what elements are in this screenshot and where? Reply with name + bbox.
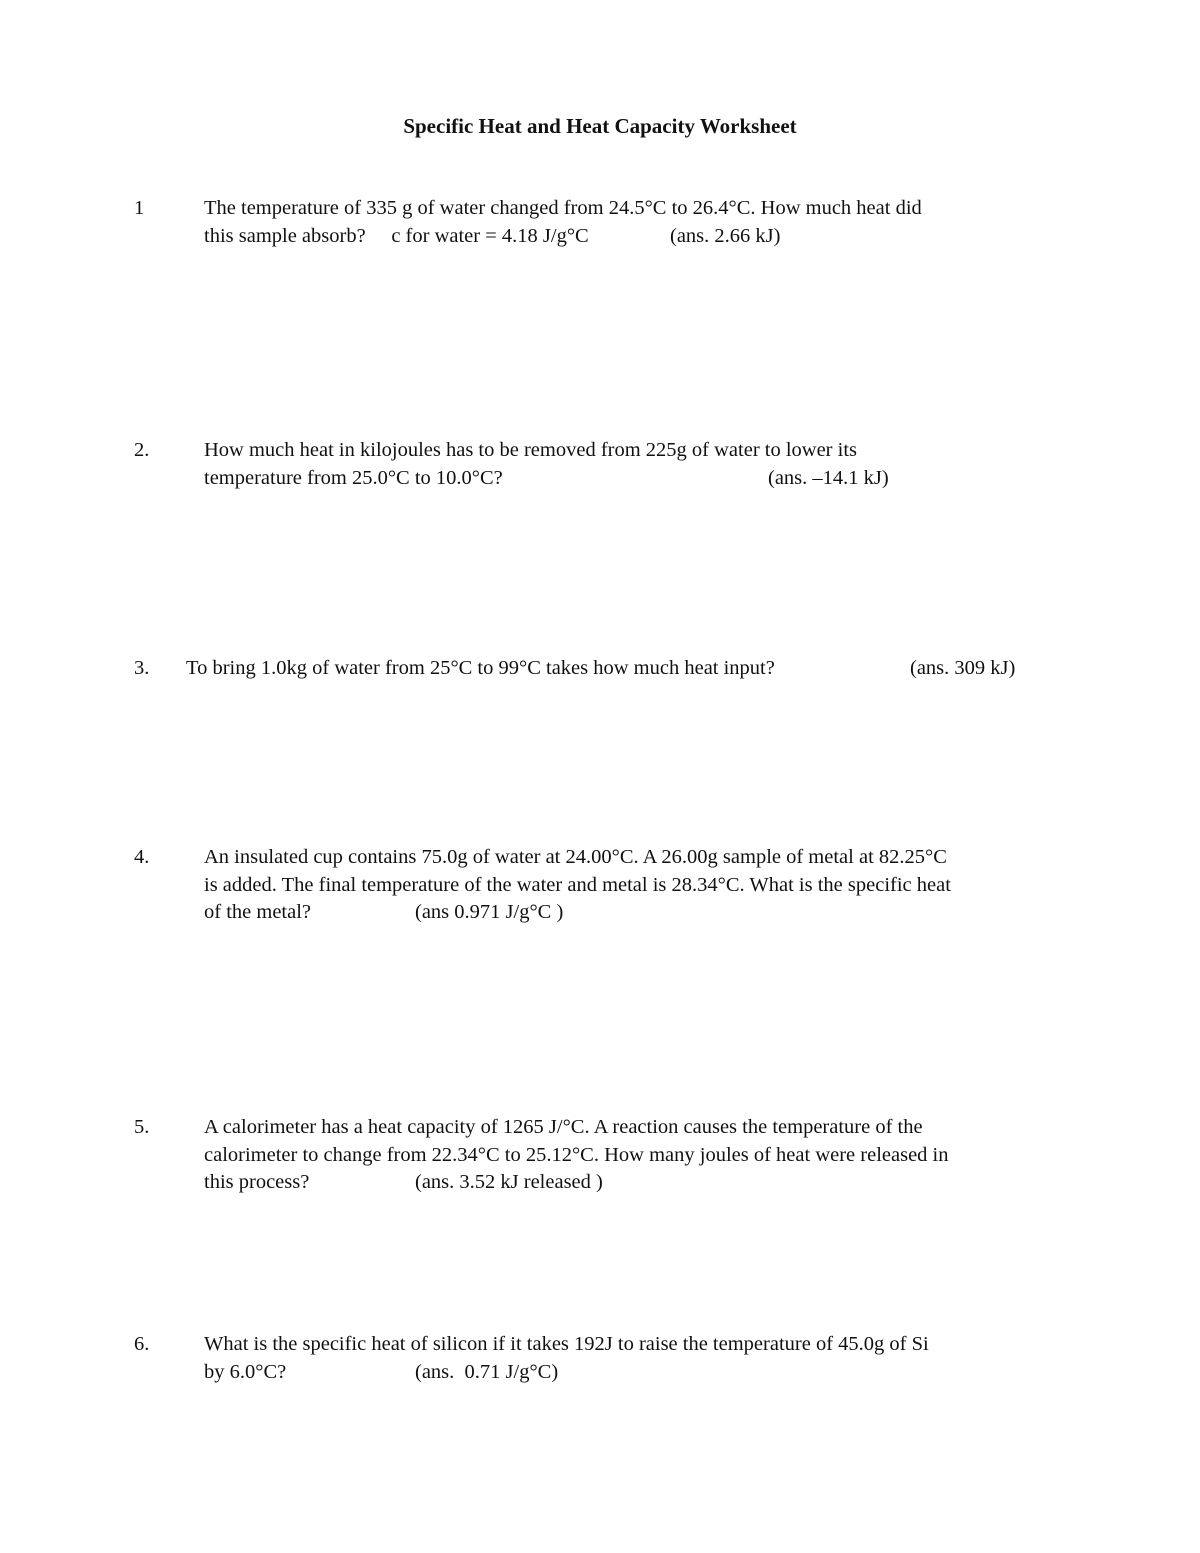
question-line: A calorimeter has a heat capacity of 1265 J/°C. A reaction causes the temperature of the [204, 1116, 923, 1138]
question-number: 1 [134, 197, 145, 219]
answer-text: (ans. 3.52 kJ released ) [415, 1171, 603, 1193]
worksheet-title: Specific Heat and Heat Capacity Worksheet [403, 114, 797, 138]
answer-text: (ans. 2.66 kJ) [670, 224, 781, 247]
question-line: is added. The final temperature of the water and metal is 28.34°C. What is the specific heat [204, 873, 951, 896]
answer-text: (ans. –14.1 kJ) [768, 466, 889, 489]
question-line: this process? [204, 1171, 310, 1193]
question-line: this sample absorb? c for water = 4.18 J/g°C [204, 224, 589, 247]
question-number: 3. [134, 657, 150, 679]
question-line: temperature from 25.0°C to 10.0°C? [204, 466, 503, 489]
question-text [204, 844, 1084, 927]
question-line: by 6.0°C? [204, 1360, 287, 1383]
question-number: 2. [134, 439, 150, 461]
question-line: calorimeter to change from 22.34°C to 25.12°C. How many joules of heat were released in [204, 1143, 949, 1166]
question-text [204, 195, 1084, 250]
question-text [204, 1114, 1084, 1197]
question-text [204, 1331, 1084, 1386]
question-number: 6. [134, 1333, 150, 1355]
question-line: What is the specific heat of silicon if it takes 192J to raise the temperature of 45.0g of Si [204, 1333, 929, 1355]
answer-text: (ans. 0.71 J/g°C) [415, 1360, 559, 1383]
answer-text: (ans. 309 kJ) [910, 657, 1016, 679]
question-line: of the metal? [204, 901, 312, 923]
question-line: The temperature of 335 g of water changed from 24.5°C to 26.4°C. How much heat did [204, 197, 922, 219]
question-text [204, 437, 1084, 492]
question-line: To bring 1.0kg of water from 25°C to 99°C takes how much heat input? [186, 657, 775, 679]
question-number: 4. [134, 846, 150, 868]
answer-text: (ans 0.971 J/g°C ) [415, 901, 564, 923]
question-number: 5. [134, 1116, 150, 1138]
question-line: An insulated cup contains 75.0g of water at 24.00°C. A 26.00g sample of metal at 82.25°C [204, 846, 947, 868]
question-line: How much heat in kilojoules has to be removed from 225g of water to lower its [204, 439, 858, 461]
